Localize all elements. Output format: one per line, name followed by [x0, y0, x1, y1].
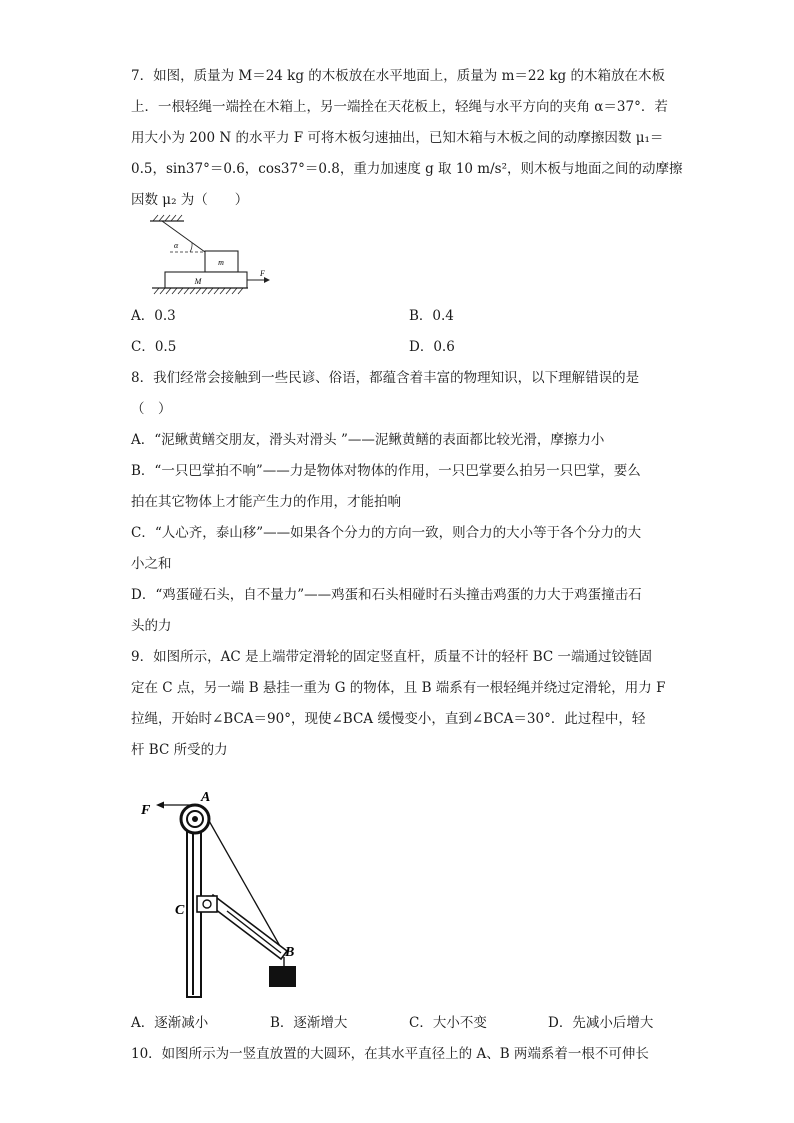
q8-option-d[interactable]: D．“鸡蛋碰石头，自不量力”——鸡蛋和石头相碰时石头撞击鸡蛋的力大于鸡蛋撞击石 — [131, 587, 642, 603]
q9-option-a[interactable]: A．逐渐减小 — [131, 1015, 209, 1031]
q9-F-label: F — [141, 803, 151, 818]
q7-angle-arc — [190, 243, 192, 252]
q7-m-label: m — [218, 258, 224, 267]
q9-rod-BC-shading — [227, 911, 281, 953]
q7-rope — [162, 221, 205, 252]
q9-C-label: C — [175, 903, 185, 918]
q9-option-b[interactable]: B．逐渐增大 — [270, 1015, 348, 1031]
q7-figure — [150, 214, 280, 300]
q8-option-b-cont: 拍在其它物体上才能产生力的作用，才能拍响 — [131, 494, 401, 510]
q9-rope — [208, 819, 285, 955]
q7-text-line-2: 上．一根轻绳一端拴在木箱上，另一端拴在天花板上，轻绳与水平方向的夹角 α＝37°．若 — [131, 99, 668, 115]
q9-pulley-axle — [192, 816, 198, 822]
q7-option-b[interactable]: B．0.4 — [409, 308, 454, 324]
q9-weight — [269, 966, 296, 987]
q8-stem-line-1: 8．我们经常会接触到一些民谚、俗语，都蕴含着丰富的物理知识，以下理解错误的是 — [131, 370, 640, 386]
q7-board-M — [165, 272, 247, 288]
q7-ground-hatch — [154, 288, 243, 294]
q9-option-d[interactable]: D．先减小后增大 — [548, 1015, 654, 1031]
q7-text-line-4: 0.5，sin37°＝0.6，cos37°＝0.8，重力加速度 g 取 10 m/s²，则木板与地面之间的动摩擦 — [131, 161, 683, 177]
q7-option-c[interactable]: C．0.5 — [131, 339, 177, 355]
q9-figure — [135, 783, 310, 1001]
q9-A-label: A — [201, 790, 211, 805]
q8-option-a[interactable]: A．“泥鳅黄鳝交朋友，滑头对滑头 ”——泥鳅黄鳝的表面都比较光滑，摩擦力小 — [131, 432, 605, 448]
q7-force-arrowhead — [264, 277, 270, 283]
q8-option-c-cont: 小之和 — [131, 556, 172, 572]
q9-hinge-pin — [203, 900, 211, 908]
q8-option-d-cont: 头的力 — [131, 618, 172, 634]
q9-option-c[interactable]: C．大小不变 — [409, 1015, 487, 1031]
q8-option-b[interactable]: B．“一只巴掌拍不响”——力是物体对物体的作用，一只巴掌要么拍另一只巴掌，要么 — [131, 463, 641, 479]
q10-text-line-1: 10．如图所示为一竖直放置的大圆环，在其水平直径上的 A、B 两端系着一根不可伸长 — [131, 1046, 649, 1062]
q9-text-line-1: 9．如图所示，AC 是上端带定滑轮的固定竖直杆，质量不计的轻杆 BC 一端通过铰链固 — [131, 649, 653, 665]
q7-option-d[interactable]: D．0.6 — [409, 339, 455, 355]
q9-text-line-2: 定在 C 点，另一端 B 悬挂一重为 G 的物体，且 B 端系有一根轻绳并绕过定滑轮，用力 F — [131, 680, 666, 696]
q7-text-line-3: 用大小为 200 N 的水平力 F 可将木板匀速抽出，已知木箱与木板之间的动摩擦因数 μ₁＝ — [131, 130, 664, 146]
q7-M-label: M — [194, 277, 202, 286]
q7-text-line-5: 因数 μ₂ 为（ ） — [131, 192, 249, 208]
q7-alpha-label: α — [174, 241, 179, 250]
q9-text-line-3: 拉绳，开始时∠BCA＝90°，现使∠BCA 缓慢变小，直到∠BCA＝30°．此过程中，轻 — [131, 711, 646, 727]
q7-option-a[interactable]: A．0.3 — [131, 308, 176, 324]
q8-option-c[interactable]: C．“人心齐，泰山移”——如果各个分力的方向一致，则合力的大小等于各个分力的大 — [131, 525, 642, 541]
q7-F-label: F — [260, 269, 265, 278]
q7-ceiling-hatch — [153, 215, 182, 221]
q7-text-line-1: 7．如图，质量为 M＝24 kg 的木板放在水平地面上，质量为 m＝22 kg 的木箱放在木板 — [131, 68, 665, 84]
q8-stem-line-2: （ ） — [131, 401, 172, 417]
q9-B-label: B — [285, 945, 295, 960]
q9-text-line-4: 杆 BC 所受的力 — [131, 742, 228, 758]
q9-force-arrowhead — [156, 802, 164, 809]
